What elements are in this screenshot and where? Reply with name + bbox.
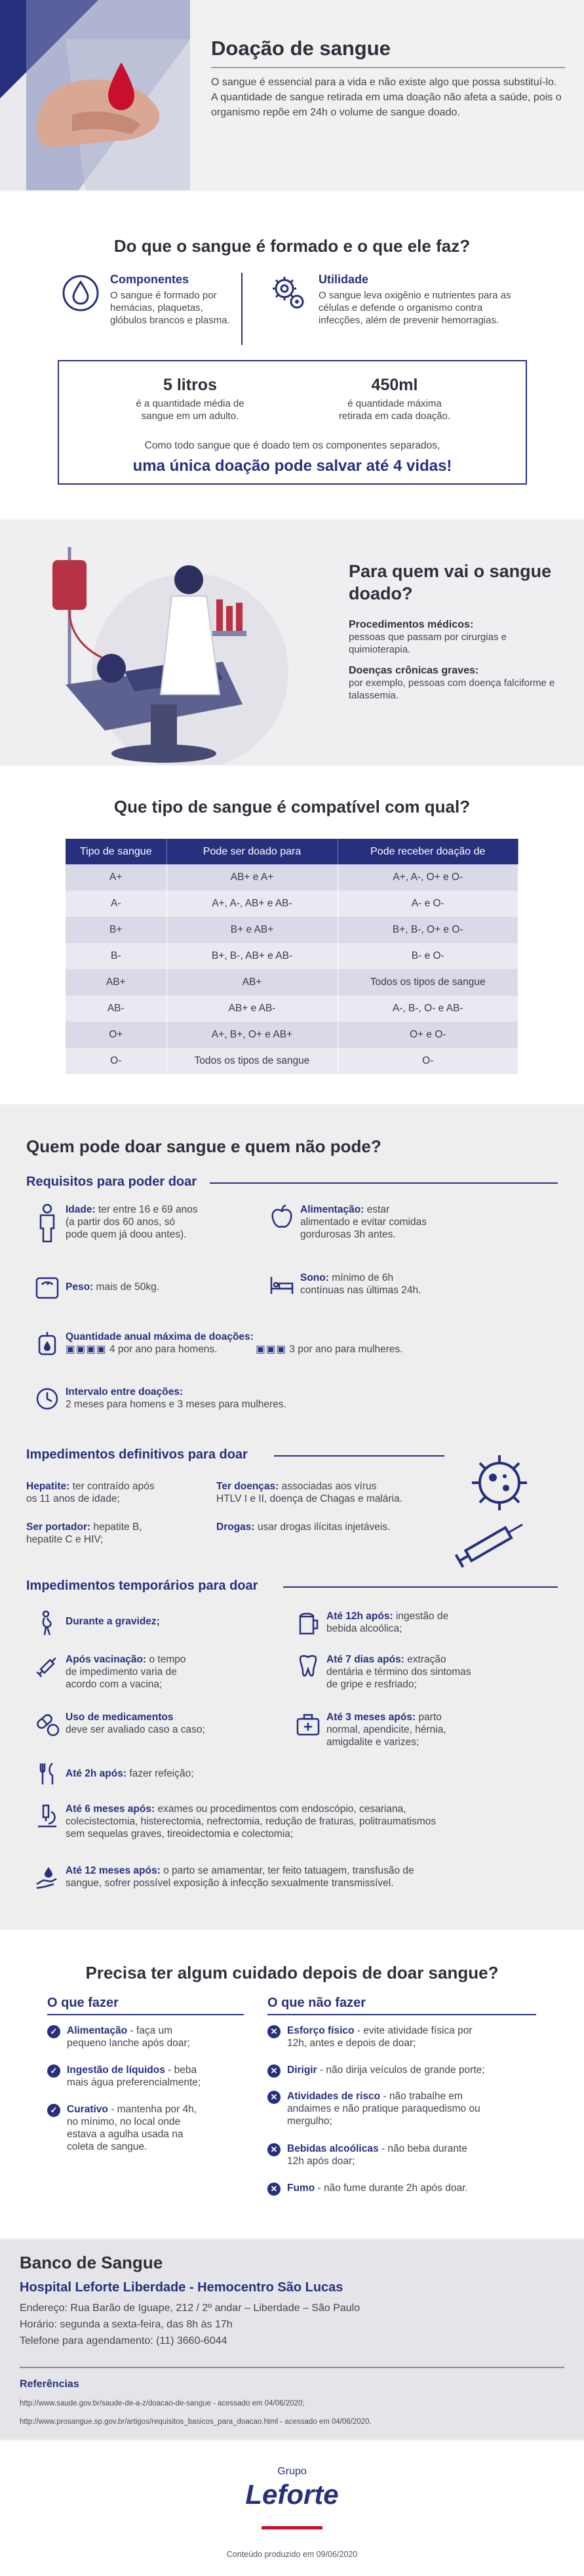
dont-item [267, 2064, 556, 2076]
do-item-text: estava a agulha usada na [67, 2129, 184, 2140]
dont-item-label: Esforço físico [287, 2025, 355, 2036]
dont-item-text: - não beba durante [378, 2143, 467, 2154]
table-row [66, 943, 518, 969]
do-item-text: - faça um [127, 2025, 173, 2036]
dont-item [267, 2143, 556, 2167]
cutlery-icon [34, 1761, 60, 1787]
apple-icon [269, 1203, 295, 1230]
brand-logo: Leforte [245, 2479, 339, 2510]
fact-donation-text: é quantidade máxima retirada em cada doação. [338, 398, 451, 422]
check-icon: ✓ [47, 2064, 60, 2078]
components-text: O sangue é formado por hemácias, plaquetas, glóbulos brancos e plasma. [110, 290, 230, 326]
fact-volume-text: é a quantidade média de sangue em um adulto. [136, 398, 244, 422]
temp-three-months-text: amigdalite e varizes; [326, 1737, 419, 1748]
temp-vaccine-label: Após vacinação: [66, 1654, 147, 1665]
table-cell: O- [66, 1048, 166, 1074]
do-item [47, 2064, 277, 2089]
hero-section [0, 0, 584, 190]
do-item-text: no mínimo, no local onde [67, 2116, 181, 2127]
dont-item-text: - não fume durante 2h após doar. [315, 2183, 468, 2194]
cross-icon: ✕ [267, 2143, 281, 2156]
def-hepatitis-label: Hepatite: [26, 1481, 70, 1492]
temp-six-months-text: colecistectomia, histerectomia, nefrectomia, redução de fraturas, politraumatismos [66, 1816, 437, 1827]
req-food-text: estar [366, 1204, 390, 1215]
facts-note: Como todo sangue que é doado tem os componentes separados, [144, 440, 440, 451]
bed-icon [269, 1272, 295, 1298]
utility-text: O sangue leva oxigênio e nutrientes para as células e defende o organismo contra infecções, além de prevenir hemorragias. [319, 290, 511, 326]
eligibility-section [0, 1105, 584, 1929]
req-food-label: Alimentação: [300, 1204, 364, 1215]
pregnant-woman-icon [34, 1610, 60, 1636]
table-cell: AB+ [166, 969, 338, 996]
scale-icon [34, 1274, 60, 1300]
hospital-name: Hospital Leforte Liberdade - Hemocentro São Lucas [20, 2280, 343, 2295]
table-cell: B+ [66, 917, 166, 943]
feature-divider [241, 273, 243, 345]
brand-underline [262, 2526, 322, 2529]
def-carrier-text: hepatite C e HIV; [26, 1534, 104, 1545]
cross-icon: ✕ [267, 2025, 281, 2038]
reference-link[interactable]: http://www.prosangue.sp.gov.br/artigos/requisitos_basicos_para_doacao.html - acessado em 04/06/2020. [20, 2418, 372, 2426]
do-item-text: - beba [165, 2064, 197, 2076]
table-header-row [66, 839, 518, 864]
utility-title: Utilidade [319, 273, 369, 286]
temp-alcohol-text: bebida alcoólica; [326, 1623, 402, 1634]
table-cell: A-, B-, O- e AB- [338, 996, 518, 1022]
req-food-text: alimentado e evitar comidas [300, 1217, 427, 1228]
temp-alcohol-text: ingestão de [395, 1611, 449, 1622]
req-food-text: gordurosas 3h antes. [300, 1229, 396, 1240]
req-quantity-women: 3 por ano para mulheres. [289, 1344, 403, 1355]
care-section [0, 1930, 584, 2238]
section-rule [274, 1455, 444, 1457]
table-cell: AB+ [66, 969, 166, 996]
cross-icon: ✕ [267, 2091, 281, 2104]
req-age-text: ter entre 16 e 69 anos [98, 1204, 198, 1215]
dont-item-label: Atividades de risco [287, 2091, 381, 2102]
req-interval-text: 2 meses para homens e 3 meses para mulheres. [66, 1399, 286, 1410]
blood-bag-icon [34, 1331, 60, 1357]
def-diseases-text: associadas aos vírus [281, 1481, 377, 1492]
table-cell: AB+ e A+ [166, 864, 338, 891]
blood-bank-title: Banco de Sangue [20, 2253, 163, 2272]
requirements-title: Requisitos para poder doar [26, 1175, 197, 1189]
facts-highlight: uma única doação pode salvar até 4 vidas! [132, 457, 452, 475]
microscope-icon [34, 1803, 60, 1829]
req-interval-label: Intervalo entre doações: [66, 1386, 184, 1398]
table-row [66, 864, 518, 891]
dont-item-text: 12h, antes e depois de doar; [287, 2038, 416, 2049]
recipient-item-text: pessoas que passam por cirurgias e quimioterapia. [349, 632, 507, 655]
recipients-section [0, 521, 584, 765]
table-cell: Todos os tipos de sangue [338, 969, 518, 996]
dont-item-text: 12h após doar; [287, 2156, 355, 2167]
check-icon: ✓ [47, 2104, 60, 2117]
temp-vaccine-text: acordo com a vacina; [66, 1679, 163, 1690]
medical-kit-icon [295, 1711, 321, 1737]
do-item-text: - mantenha por 4h, [107, 2104, 197, 2115]
recipients-title: Para quem vai o sangue doado? [349, 561, 552, 603]
temp-medication-text: deve ser avaliado caso a caso; [66, 1724, 205, 1735]
do-item-text: mais água preferencialmente; [67, 2077, 201, 2088]
dont-title: O que não fazer [267, 1996, 366, 2010]
do-item-text: coleta de sangue. [67, 2141, 147, 2152]
hero-text-block [211, 37, 565, 120]
section-rule [210, 1182, 558, 1184]
table-cell: B- [66, 943, 166, 969]
temp-seven-days-label: Até 7 dias após: [326, 1654, 404, 1665]
male-blood-bags-icon: ▣▣▣▣ [66, 1344, 107, 1355]
temporary-title: Impedimentos temporários para doar [26, 1579, 258, 1593]
gears-icon [269, 273, 309, 313]
do-item-text: pequeno lanche após doar; [67, 2038, 190, 2049]
req-sleep-text: contínuas nas últimas 24h. [300, 1285, 421, 1296]
req-weight-text: mais de 50kg. [96, 1281, 160, 1293]
dont-item-label: Dirigir [287, 2064, 317, 2076]
hero-illustration [0, 0, 190, 190]
table-cell: A- [66, 891, 166, 917]
fact-donation [309, 376, 480, 422]
table-cell: A+, A-, O+ e O- [338, 864, 518, 891]
def-hepatitis-text: os 11 anos de idade; [26, 1493, 120, 1504]
cross-icon: ✕ [267, 2183, 281, 2196]
temp-three-months-text: normal, apendicite, hérnia, [326, 1724, 446, 1735]
references-title: Referências [20, 2379, 79, 2390]
def-diseases-text: HTLV I e II, doença de Chagas e malária. [216, 1493, 403, 1504]
temp-twelve-months-label: Até 12 meses após: [66, 1865, 161, 1876]
table-cell: B- e O- [338, 943, 518, 969]
do-item [47, 2024, 277, 2049]
table-cell: AB- [66, 996, 166, 1022]
def-hepatitis-text: ter contraído após [72, 1481, 155, 1492]
composition-section [0, 191, 584, 519]
table-row [66, 917, 518, 943]
table-header: Tipo de sangue [66, 839, 166, 864]
def-carrier-label: Ser portador: [26, 1521, 91, 1533]
def-drugs-text: usar drogas ilícitas injetáveis. [257, 1521, 391, 1533]
table-row [66, 1048, 518, 1074]
def-carrier-text: hepatite B, [93, 1521, 142, 1533]
req-quantity-label: Quantidade anual máxima de doações: [66, 1331, 254, 1342]
table-header: Pode ser doado para [166, 839, 338, 864]
def-drugs-label: Drogas: [216, 1521, 255, 1533]
table-row [66, 996, 518, 1022]
temp-two-hours-label: Até 2h após: [66, 1768, 127, 1779]
temp-medication-label: Uso de medicamentos [66, 1712, 174, 1723]
pills-icon [34, 1711, 60, 1737]
do-item-label: Ingestão de líquidos [67, 2064, 165, 2076]
compatibility-table-body [66, 864, 518, 1074]
content-date: Conteúdo produzido em 09/06/2020 [226, 2550, 358, 2559]
temp-seven-days-text: de gripe e resfriado; [326, 1679, 417, 1690]
temp-alcohol-label: Até 12h após: [326, 1611, 393, 1622]
temp-vaccine-text: o tempo [149, 1654, 186, 1665]
temp-vaccine-text: de impedimento varia de [66, 1666, 177, 1678]
blood-drop-icon [60, 273, 101, 313]
req-sleep-label: Sono: [300, 1272, 329, 1283]
composition-title: Do que o sangue é formado e o que ele faz? [113, 236, 471, 256]
section-rule [47, 2014, 244, 2015]
table-row [66, 891, 518, 917]
eligibility-title: Quem pode doar sangue e quem não pode? [26, 1137, 381, 1156]
donation-illustration [26, 534, 334, 765]
table-cell: A+, A-, AB+ e AB- [166, 891, 338, 917]
dont-item [267, 2024, 556, 2049]
address: Endereço: Rua Barão de Iguape, 212 / 2º andar – Liberdade – São Paulo [20, 2303, 360, 2314]
female-blood-bags-icon: ▣▣▣ [256, 1344, 287, 1355]
dont-item-text: - não trabalhe em [380, 2091, 463, 2102]
hand-drop-icon [34, 1864, 60, 1891]
hero-description: O sangue é essencial para a vida e não existe algo que possa substituí-lo. A quantidade de sangue retirada em uma doação não afeta a saúde, pois o organismo repõe em 24h o volume de sangue doado. [211, 77, 562, 118]
temp-seven-days-text: extração [407, 1654, 446, 1665]
clock-icon [34, 1386, 60, 1412]
table-cell: O+ e O- [338, 1022, 518, 1048]
do-title: O que fazer [47, 1996, 119, 2010]
page-title: Doação de sangue [211, 37, 565, 68]
footer-divider [20, 2367, 564, 2368]
temp-seven-days-text: dentária e término dos sintomas [326, 1666, 471, 1678]
opening-hours: Horário: segunda a sexta-feira, das 8h às 17h [20, 2319, 233, 2330]
temp-three-months-label: Até 3 meses após: [326, 1712, 416, 1723]
req-weight-label: Peso: [66, 1281, 94, 1293]
table-cell: O- [338, 1048, 518, 1074]
cross-icon: ✕ [267, 2064, 281, 2078]
recipients-text [349, 560, 558, 711]
req-sleep-text: mínimo de 6h [332, 1272, 394, 1283]
definitive-title: Impedimentos definitivos para doar [26, 1447, 248, 1462]
dont-item-text: - não dirija veículos de grande porte; [317, 2064, 485, 2076]
brand-group-label: Grupo [277, 2466, 307, 2477]
do-item-label: Curativo [67, 2104, 108, 2115]
syringe-icon [34, 1653, 60, 1680]
temp-twelve-months-text: sangue, sofrer possível exposição à infecção sexualmente transmissível. [66, 1878, 394, 1889]
compatibility-table [66, 839, 518, 1074]
brand-section [0, 2441, 584, 2576]
components-title: Componentes [110, 273, 189, 286]
recipient-item-title: Doenças crônicas graves: [349, 665, 479, 676]
do-item-label: Alimentação [67, 2025, 128, 2036]
check-icon: ✓ [47, 2025, 60, 2038]
recipient-item [349, 619, 558, 656]
temp-twelve-months-text: o parto se amamentar, ter feito tatuagem, transfusão de [163, 1865, 414, 1876]
temp-six-months-text: sem sequelas graves, tireoidectomia e colectomia; [66, 1828, 294, 1840]
tooth-icon [295, 1653, 321, 1680]
table-cell: A+ [66, 864, 166, 891]
recipient-item-title: Procedimentos médicos: [349, 619, 474, 630]
table-cell: A- e O- [338, 891, 518, 917]
section-rule [283, 1586, 558, 1588]
compatibility-section [0, 766, 584, 1104]
table-cell: B+ e AB+ [166, 917, 338, 943]
table-header: Pode receber doação de [338, 839, 518, 864]
table-cell: O+ [66, 1022, 166, 1048]
dont-item-text: - evite atividade física por [354, 2025, 473, 2036]
fact-volume-value: 5 litros [163, 376, 217, 394]
virus-syringe-illustration [452, 1451, 537, 1569]
fact-volume [105, 376, 275, 422]
recipient-item-text: por exemplo, pessoas com doença falciforme e talassemia. [349, 677, 555, 701]
dont-item-text: mergulho; [287, 2116, 332, 2127]
section-rule [267, 2014, 536, 2015]
req-age-text: (a partir dos 60 anos, só [66, 1217, 176, 1228]
table-cell: B+, B-, AB+ e AB- [166, 943, 338, 969]
person-icon [34, 1203, 60, 1230]
dont-item [267, 2182, 556, 2194]
dont-item-label: Fumo [287, 2183, 315, 2194]
dont-item-label: Bebidas alcoólicas [287, 2143, 379, 2154]
req-age-text: pode quem já doou antes). [66, 1229, 187, 1240]
do-item [47, 2103, 277, 2153]
req-age-label: Idade: [66, 1204, 96, 1215]
phone: Telefone para agendamento: (11) 3660-6044 [20, 2335, 227, 2346]
dont-item-text: andaimes e não pratique paraquedismo ou [287, 2103, 480, 2114]
table-row [66, 1022, 518, 1048]
table-cell: A+, B+, O+ e AB+ [166, 1022, 338, 1048]
temp-six-months-text: exames ou procedimentos com endoscópio, cesariana, [157, 1803, 406, 1815]
table-cell: Todos os tipos de sangue [166, 1048, 338, 1074]
care-title: Precisa ter algum cuidado depois de doar sangue? [85, 1963, 499, 1982]
dont-item [267, 2090, 556, 2127]
temp-pregnancy-label: Durante a gravidez; [66, 1616, 160, 1627]
compatibility-title: Que tipo de sangue é compatível com qual? [113, 797, 471, 816]
temp-two-hours-text: fazer refeição; [129, 1768, 194, 1779]
recipient-item [349, 665, 558, 702]
facts-box [58, 360, 527, 485]
temp-three-months-text: parto [418, 1712, 442, 1723]
table-cell: B+, B-, O+ e O- [338, 917, 518, 943]
table-cell: AB+ e AB- [166, 996, 338, 1022]
fact-donation-value: 450ml [371, 376, 418, 394]
def-diseases-label: Ter doenças: [216, 1481, 279, 1492]
req-quantity-men: 4 por ano para homens. [109, 1344, 218, 1355]
table-row [66, 969, 518, 996]
blood-bank-section [0, 2240, 584, 2440]
reference-link[interactable]: http://www.saude.gov.br/saude-de-a-z/doacao-de-sangue - acessado em 04/06/2020; [20, 2400, 305, 2407]
beer-icon [295, 1610, 321, 1636]
temp-six-months-label: Até 6 meses após: [66, 1803, 155, 1815]
